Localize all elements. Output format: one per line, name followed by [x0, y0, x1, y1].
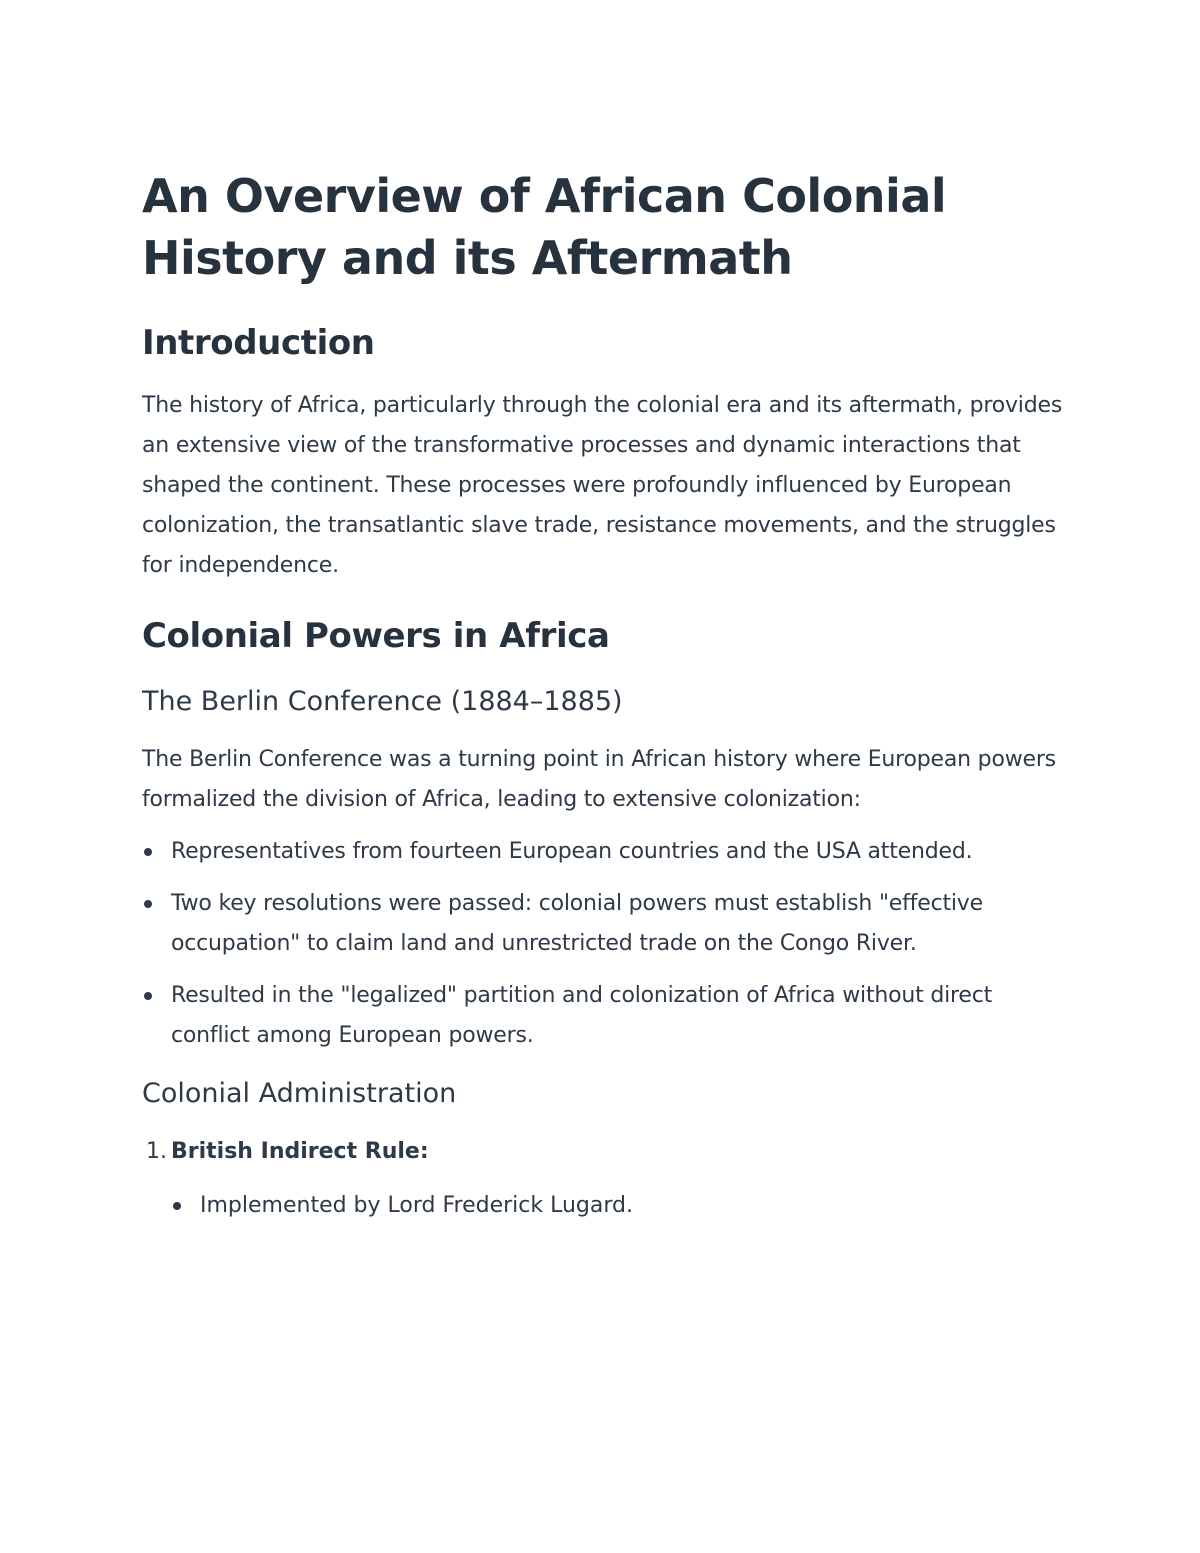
- introduction-paragraph: The history of Africa, particularly through the colonial era and its aftermath, provides an extensive view of the transformative processes and dynamic interactions that shaped the continent. These processes were profoundly influenced by European colonization, the transatlantic slave trade, resistance movements, and the struggles for independence.: [142, 393, 1063, 578]
- list-item-text: Representatives from fourteen European countries and the USA attended.: [171, 839, 973, 864]
- list-item-text: Implemented by Lord Frederick Lugard.: [200, 1193, 633, 1218]
- section-heading-colonial-powers: Colonial Powers in Africa: [142, 616, 610, 656]
- section-heading-introduction: Introduction: [142, 323, 375, 363]
- list-item-text: Two key resolutions were passed: colonial powers must establish "effective occupation" to claim land and unrestricted trade on the Congo River.: [171, 891, 983, 956]
- document-title: An Overview of African Colonial History and its Aftermath: [142, 169, 947, 285]
- list-item: [142, 884, 1072, 964]
- item-label: British Indirect Rule:: [171, 1139, 429, 1164]
- subheading-berlin-conference: The Berlin Conference (1884–1885): [142, 686, 623, 717]
- bullet-icon: [173, 1202, 181, 1210]
- bullet-icon: [144, 900, 152, 908]
- list-item: [142, 832, 1072, 872]
- berlin-bullet-list: [142, 832, 1072, 1056]
- list-item: [171, 1186, 1072, 1226]
- document-page: [142, 165, 1072, 1226]
- list-item: [142, 976, 1072, 1056]
- subheading-colonial-administration: Colonial Administration: [142, 1078, 457, 1109]
- bullet-icon: [144, 848, 152, 856]
- list-item-text: Resulted in the "legalized" partition and colonization of Africa without direct conflict among European powers.: [171, 983, 993, 1048]
- bullet-icon: [144, 992, 152, 1000]
- item-number: 1.: [146, 1139, 167, 1164]
- sub-bullet-list: [171, 1186, 1072, 1226]
- berlin-paragraph: The Berlin Conference was a turning point in African history where European powers formalized the division of Africa, leading to extensive colonization:: [142, 747, 1056, 812]
- administration-numbered-list: [142, 1132, 1072, 1226]
- numbered-item: [142, 1132, 1072, 1226]
